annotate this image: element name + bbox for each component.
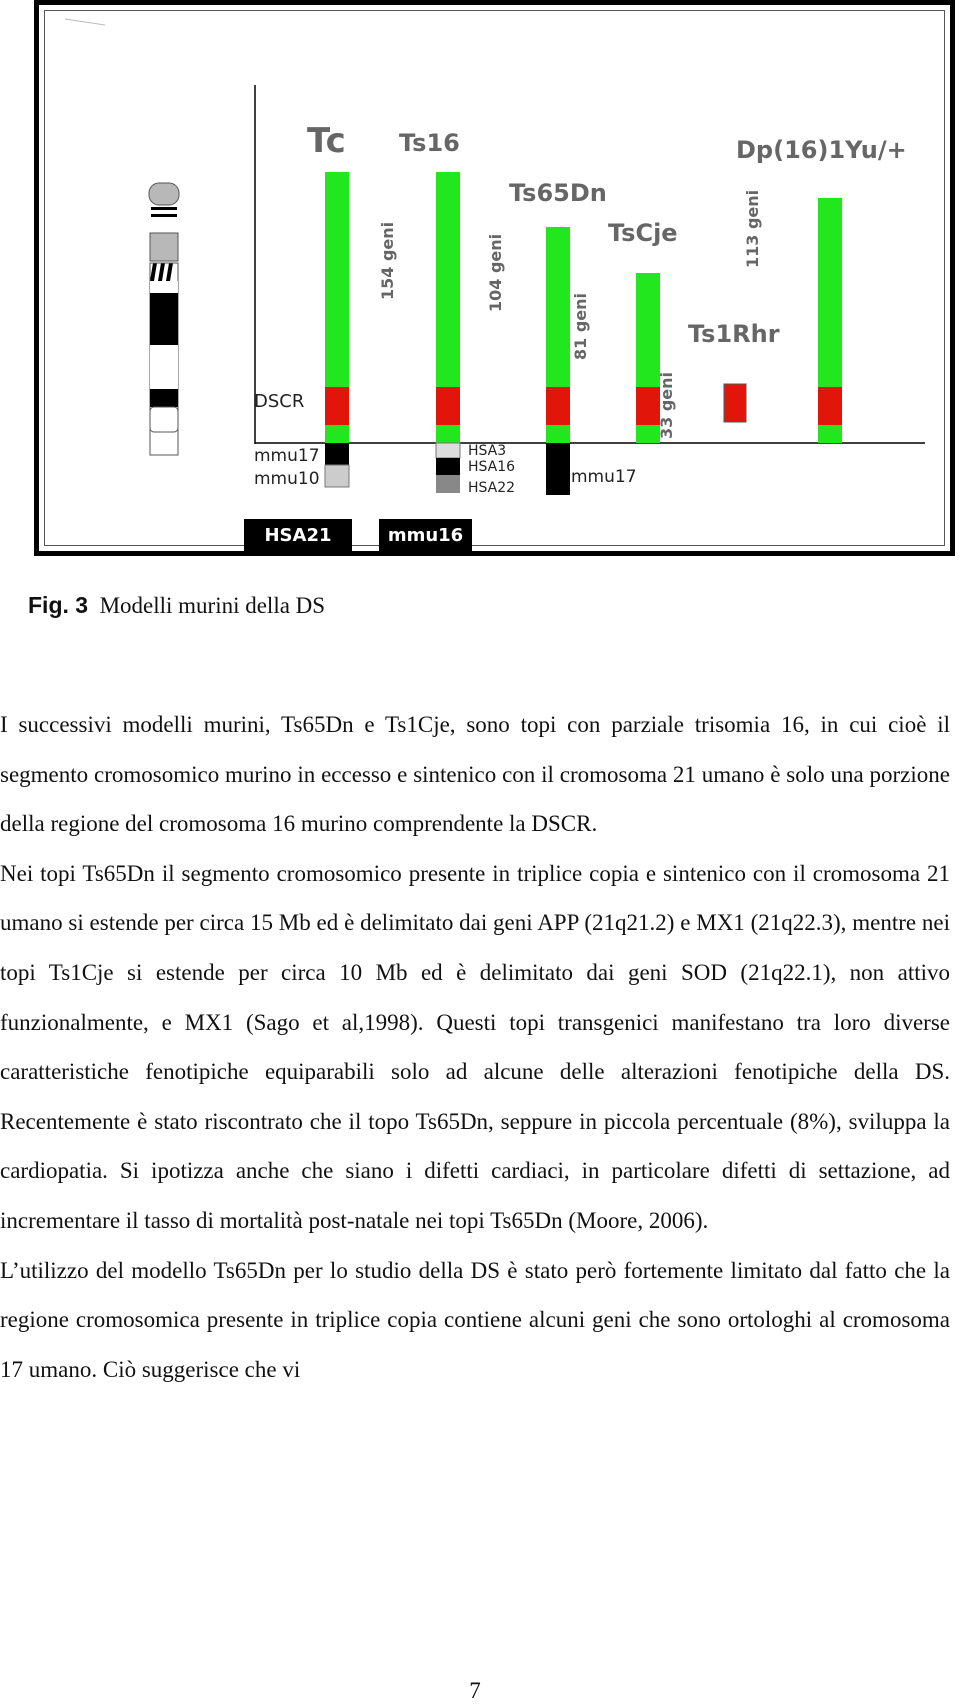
genes-ts16: 154 geni (378, 221, 397, 300)
tag-hsa21: HSA21 (244, 519, 352, 553)
figure-caption (28, 592, 325, 619)
ts16-key-hsa22: HSA22 (468, 480, 516, 496)
bar-ts16 (436, 172, 460, 493)
genes-ts1rhr: 33 geni (657, 371, 676, 439)
hsa21-ideogram (149, 183, 179, 455)
figure-panel (34, 0, 955, 556)
ts65dn-key-mmu17: mmu17 (571, 467, 637, 487)
genes-dp16: 113 geni (743, 189, 762, 268)
paragraph-3: L’utilizzo del modello Ts65Dn per lo studio della DS è stato però fortemente limitato dal fatto che la regione cromosomica presente in triplice copia contiene alcuni geni che sono ortologhi al cromosoma 17 umano. Ciò suggerisce che vi (0, 1257, 950, 1382)
tag-mmu16: mmu16 (379, 519, 472, 553)
genes-tscje: 81 geni (571, 292, 590, 360)
bar-ts65dn (546, 227, 570, 495)
label-dscr: DSCR (254, 391, 305, 412)
caption-text: Modelli murini della DS (99, 593, 326, 618)
bar-dp16 (818, 198, 842, 443)
ts16-key-hsa3: HSA3 (468, 443, 507, 459)
paragraph-1: I successivi modelli murini, Ts65Dn e Ts1Cje, sono topi con parziale trisomia 16, in cui cioè il segmento cromosomico murino in eccesso e sintenico con il cromosoma 21 umano è solo una porzione della regione del cromosoma 16 murino comprendente la DSCR. (0, 712, 950, 837)
bar-ts1rhr (724, 384, 746, 422)
label-tc: Tc (307, 121, 346, 161)
caption-fig-number: Fig. 3 (28, 592, 89, 618)
label-ts65dn: Ts65Dn (509, 179, 607, 207)
label-dp16: Dp(16)1Yu/+ (736, 136, 907, 164)
genes-ts65dn: 104 geni (486, 233, 505, 312)
ts16-key-hsa16: HSA16 (468, 459, 516, 475)
label-ts16: Ts16 (399, 129, 460, 157)
body-text (0, 700, 950, 1394)
tc-key-mmu10: mmu10 (254, 469, 320, 489)
bar-tc (325, 172, 349, 487)
tc-key-mmu17: mmu17 (254, 446, 320, 466)
paragraph-2: Nei topi Ts65Dn il segmento cromosomico presente in triplice copia e sintenico con il cromosoma 21 umano si estende per circa 15 Mb ed è delimitato dai geni APP (21q21.2) e MX1 (21q22.3), mentre nei topi Ts1Cje si estende per circa 10 Mb ed è delimitato dai geni SOD (21q22.1), non attivo funzionalmente, e MX1 (Sago et al,1998). Questi topi transgenici manifestano tra loro diverse caratteristiche fenotipiche equiparabili solo ad alcune delle alterazioni fenotipiche della DS. Recentemente è stato riscontrato che il topo Ts65Dn, seppure in piccola percentuale (8%), sviluppa la cardiopatia. Si ipotizza anche che siano i difetti cardiaci, in particolare difetti di settazione, ad incrementare il tasso di mortalità post-natale nei topi Ts65Dn (Moore, 2006). (0, 860, 950, 1233)
figure-inner-border (44, 10, 945, 546)
page-number: 7 (469, 1678, 481, 1703)
label-tscje: TsCje (608, 219, 678, 247)
label-ts1rhr: Ts1Rhr (688, 320, 780, 348)
